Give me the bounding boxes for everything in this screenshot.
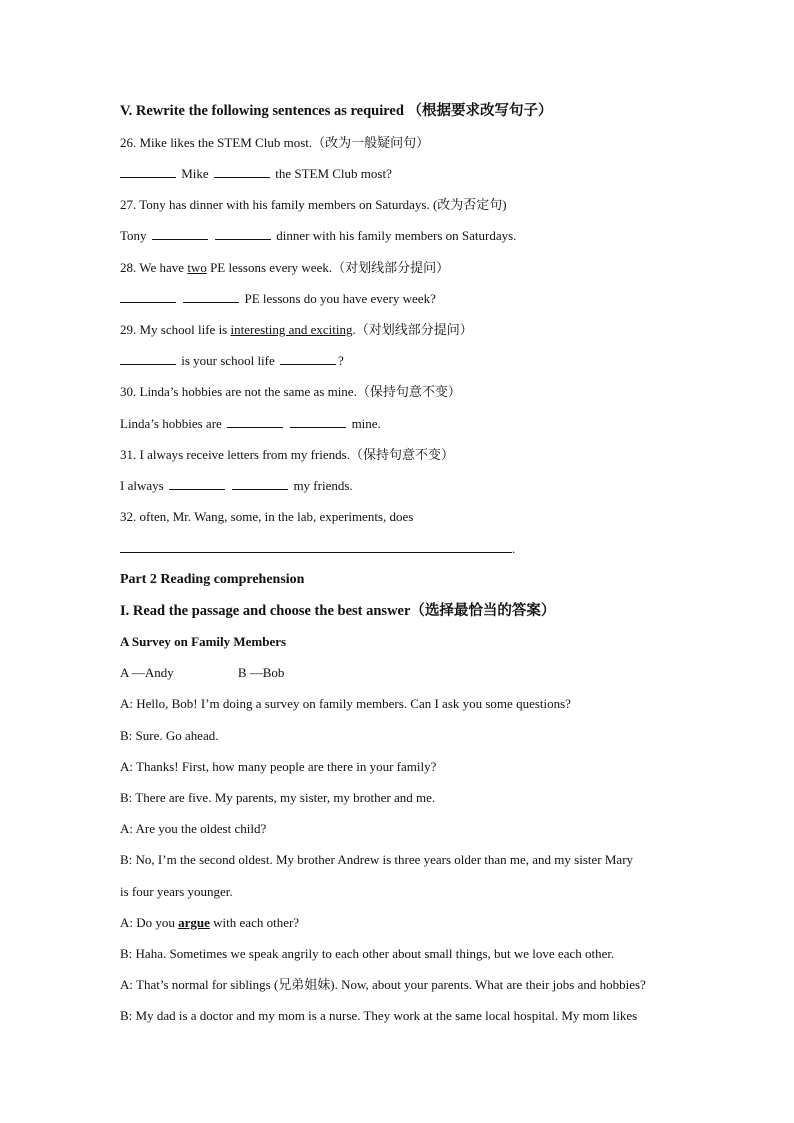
answer-blank[interactable] (232, 478, 288, 490)
answer-blank[interactable] (120, 353, 176, 365)
answer-blank[interactable] (120, 291, 176, 303)
answer-text: Linda’s hobbies are (120, 416, 222, 431)
dialogue-line: A: Thanks! First, how many people are there in your family? (120, 759, 437, 774)
answer-28 (120, 291, 436, 307)
passage-title: A Survey on Family Members (120, 634, 287, 649)
answer-27 (120, 228, 516, 244)
dialogue-text: A: Do you (120, 915, 179, 930)
question-31: 31. I always receive letters from my friends.（保持句意不变） (120, 447, 454, 462)
dialogue-line: B: No, I’m the second oldest. My brother Andrew is three years older than me, and my sister Mary (120, 852, 634, 867)
answer-blank[interactable] (214, 166, 270, 178)
answer-29 (120, 353, 344, 369)
answer-text: Mike (181, 166, 209, 181)
question-26: 26. Mike likes the STEM Club most.（改为一般疑问句） (120, 135, 430, 150)
question-text: .（对划线部分提问） (352, 322, 473, 337)
dialogue-line (120, 915, 299, 931)
dialogue-line: is four years younger. (120, 884, 233, 899)
answer-long-blank[interactable] (120, 541, 512, 553)
answer-text: I always (120, 478, 164, 493)
dialogue-line: B: My dad is a doctor and my mom is a nurse. They work at the same local hospital. My mom likes (120, 1008, 638, 1023)
question-28 (120, 260, 449, 276)
answer-text: dinner with his family members on Saturdays. (276, 228, 517, 243)
question-32: 32. often, Mr. Wang, some, in the lab, experiments, does (120, 509, 414, 524)
answer-text: mine. (351, 416, 381, 431)
speaker-a: A —Andy (120, 665, 174, 680)
question-text: 29. My school life is (120, 322, 231, 337)
reading-section-title: I. Read the passage and choose the best answer（选择最恰当的答案） (120, 603, 556, 619)
answer-30 (120, 416, 381, 432)
answer-text: PE lessons do you have every week? (244, 291, 436, 306)
speaker-b: B —Bob (237, 665, 285, 680)
dialogue-line: B: Haha. Sometimes we speak angrily to each other about small things, but we love each other. (120, 946, 615, 961)
answer-text: . (512, 541, 516, 556)
question-text: PE lessons every week.（对划线部分提问） (206, 260, 450, 275)
part-2-title: Part 2 Reading comprehension (120, 572, 305, 587)
answer-blank[interactable] (120, 166, 176, 178)
answer-text: ? (338, 353, 344, 368)
dialogue-line: A: Are you the oldest child? (120, 821, 267, 836)
answer-blank[interactable] (280, 353, 336, 365)
dialogue-line: B: Sure. Go ahead. (120, 728, 219, 743)
dialogue-text: with each other? (209, 915, 300, 930)
answer-blank[interactable] (152, 228, 208, 240)
underlined-word: argue (178, 915, 210, 930)
dialogue-line: A: Hello, Bob! I’m doing a survey on family members. Can I ask you some questions? (120, 696, 571, 711)
question-text: 28. We have (120, 260, 188, 275)
section-5-title: V. Rewrite the following sentences as required （根据要求改写句子） (120, 103, 553, 119)
answer-31 (120, 478, 353, 494)
question-29 (120, 322, 473, 338)
underlined-word: two (187, 260, 207, 275)
answer-text: the STEM Club most? (275, 166, 392, 181)
question-27: 27. Tony has dinner with his family members on Saturdays. (改为否定句) (120, 197, 507, 212)
answer-text: Tony (120, 228, 147, 243)
answer-32 (120, 541, 515, 557)
answer-text: is your school life (181, 353, 275, 368)
underlined-phrase: interesting and exciting (230, 322, 353, 337)
answer-text: my friends. (293, 478, 353, 493)
answer-blank[interactable] (169, 478, 225, 490)
question-30: 30. Linda’s hobbies are not the same as mine.（保持句意不变） (120, 384, 461, 399)
answer-blank[interactable] (183, 291, 239, 303)
dialogue-line: A: That’s normal for siblings (兄弟姐妹). Now, about your parents. What are their jobs and hobbies? (120, 977, 646, 992)
answer-blank[interactable] (215, 228, 271, 240)
answer-blank[interactable] (227, 416, 283, 428)
answer-26 (120, 166, 392, 182)
speaker-key (120, 665, 284, 681)
dialogue-line: B: There are five. My parents, my sister, my brother and me. (120, 790, 436, 805)
answer-blank[interactable] (290, 416, 346, 428)
